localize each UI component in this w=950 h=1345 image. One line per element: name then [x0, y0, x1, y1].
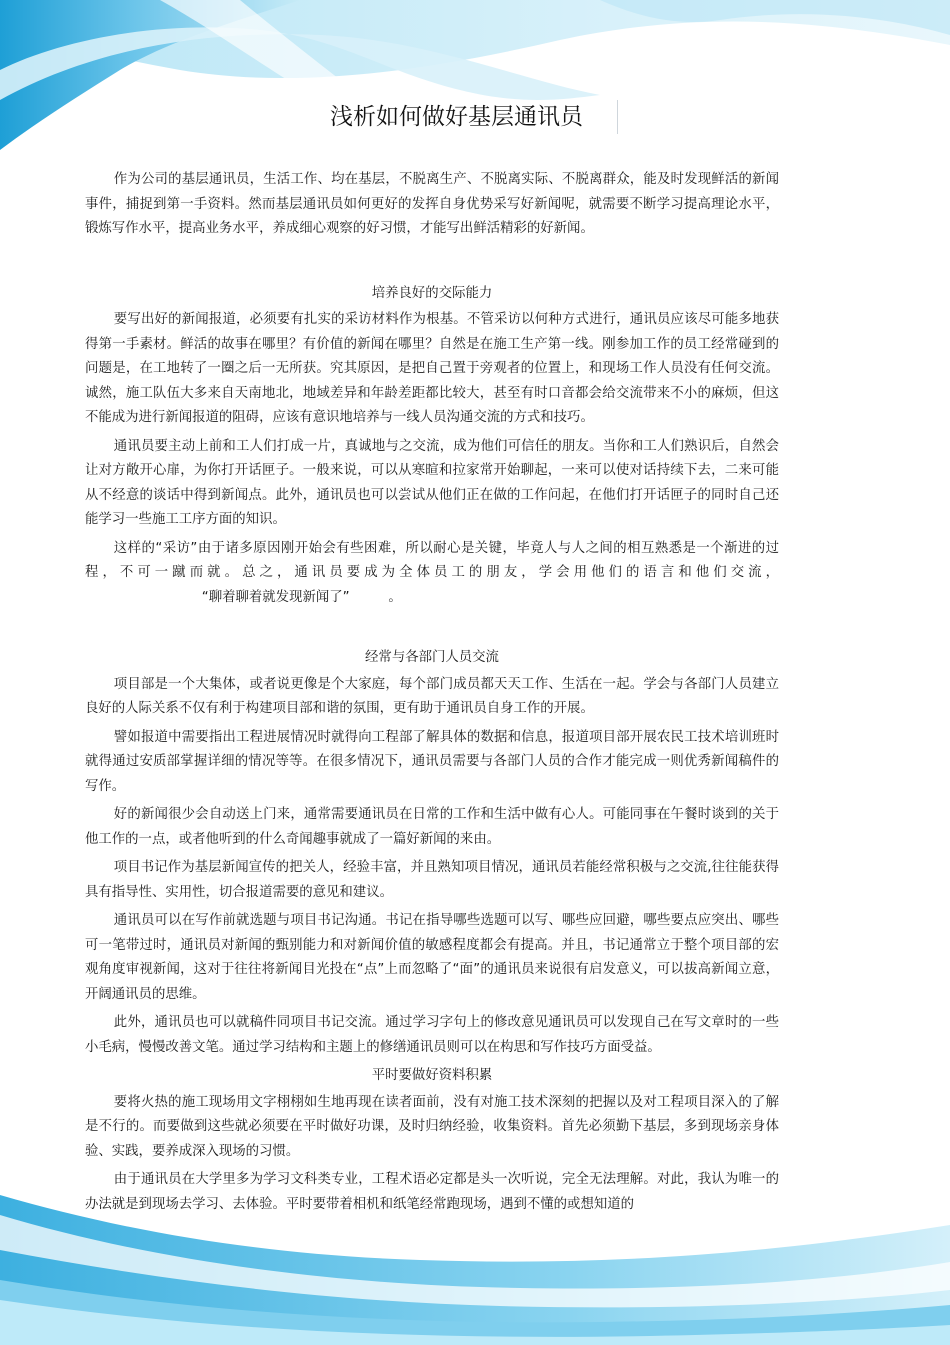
section-heading: 平时要做好资料积累 [371, 1068, 493, 1083]
section-heading: 培养良好的交际能力 [371, 285, 493, 301]
body-paragraph: 项目部是一个大集体，或者说更像是个大家庭，每个部门成员都天天工作、生活在一起。学会与各部门人员建立良好的人际关系不仅有利于构建项目部和谐的氛围，更有助于通讯员自身工作的开展。 [85, 676, 779, 716]
body-paragraph: 要将火热的施工现场用文字栩栩如生地再现在读者面前，没有对施工技术深刻的把握以及对工程项目深入的了解是不行的。而要做到这些就必须要在平时做好功课，及时归纳经验，收集资料。首先必须勤下基层，多到现场亲身体验、实践，要养成深入现场的习惯。 [85, 1094, 779, 1159]
body-paragraph: 譬如报道中需要指出工程进展情况时就得向工程部了解具体的数据和信息，报道项目部开展农民工技术培训班时就得通过安质部掌握详细的情况等等。在很多情况下，通讯员需要与各部门人员的合作才能完成一则优秀新闻稿件的写作。 [85, 729, 779, 794]
body-paragraph: 此外，通讯员也可以就稿件同项目书记交流。通过学习字句上的修改意见通讯员可以发现自己在写文章时的一些小毛病，慢慢改善文笔。通过学习结构和主题上的修缮通讯员则可以在构思和写作技巧方面受益。 [85, 1015, 779, 1055]
body-paragraph: 要写出好的新闻报道，必须要有扎实的采访材料作为根基。不管采访以何种方式进行，通讯员应该尽可能多地获得第一手素材。鲜活的故事在哪里？有价值的新闻在哪里？自然是在施工生产第一线。刚参加工作的员工经常碰到的问题是，在工地转了一圈之后一无所获。究其原因，是把自己置于旁观者的位置上，和现场工作人员没有任何交流。诚然，施工队伍大多来自天南地北，地域差异和年龄差距都比较大，甚至有时口音都会给交流带来不小的麻烦，但这不能成为进行新闻报道的阻碍，应该有意识地培养与一线人员沟通交流的方式和技巧。 [85, 312, 779, 425]
page-title: 浅析如何做好基层通讯员 [330, 100, 618, 134]
body-paragraph [85, 537, 779, 611]
body-paragraph: 由于通讯员在大学里多为学习文科类专业，工程术语必定都是头一次听说，完全无法理解。对此，我认为唯一的办法就是到现场去学习、去体验。平时要带着相机和纸笔经常跑现场，遇到不懂的或想知道的 [85, 1172, 779, 1212]
body-paragraph: 通讯员可以在写作前就选题与项目书记沟通。书记在指导哪些选题可以写、哪些应回避，哪些要点应突出、哪些可一笔带过时，通讯员对新闻的甄别能力和对新闻价值的敏感程度都会有提高。并且，书记通常立于整个项目部的宏观角度审视新闻，这对于往往将新闻目光投在“点”上而忽略了“面”的通讯员来说很有启发意义，可以拔高新闻立意，开阔通讯员的思维。 [85, 913, 779, 1002]
paragraph-text: 这样的“采访”由于诸多原因刚开始会有些困难，所以耐心是关键，毕竟人与人之间的相互熟悉是一个渐进的过程，不可一蹴而就。总之，通讯员要成为全体员工的朋友，学会用他们的语言和他们交流， [85, 540, 779, 580]
quoted-phrase: “聊着聊着就发现新闻了” [201, 589, 350, 605]
body-paragraph: 好的新闻很少会自动送上门来，通常需要通讯员在日常的工作和生活中做有心人。可能同事在午餐时谈到的关于他工作的一点，或者他听到的什么奇闻趣事就成了一篇好新闻的来由。 [85, 807, 779, 847]
section-heading: 经常与各部门人员交流 [365, 650, 499, 665]
paragraph-end: 。 [388, 589, 402, 605]
body-paragraph: 项目书记作为基层新闻宣传的把关人，经验丰富，并且熟知项目情况，通讯员若能经常积极与之交流,往往能获得具有指导性、实用性，切合报道需要的意见和建议。 [85, 860, 779, 900]
intro-paragraph: 作为公司的基层通讯员，生活工作、均在基层，不脱离生产、不脱离实际、不脱离群众，能及时发现鲜活的新闻事件，捕捉到第一手资料。然而基层通讯员如何更好的发挥自身优势采写好新闻呢，就需要不断学习提高理论水平，锻炼写作水平，提高业务水平，养成细心观察的好习惯，才能写出鲜活精彩的好新闻。 [85, 172, 779, 236]
article-body [85, 168, 779, 1221]
body-paragraph: 通讯员要主动上前和工人们打成一片，真诚地与之交流，成为他们可信任的朋友。当你和工人们熟识后，自然会让对方敞开心扉，为你打开话匣子。一般来说，可以从寒暄和拉家常开始聊起，一来可以使对话持续下去，二来可能从不经意的谈话中得到新闻点。此外，通讯员也可以尝试从他们正在做的工作问起，在他们打开话匣子的同时自己还能学习一些施工工序方面的知识。 [85, 438, 779, 527]
